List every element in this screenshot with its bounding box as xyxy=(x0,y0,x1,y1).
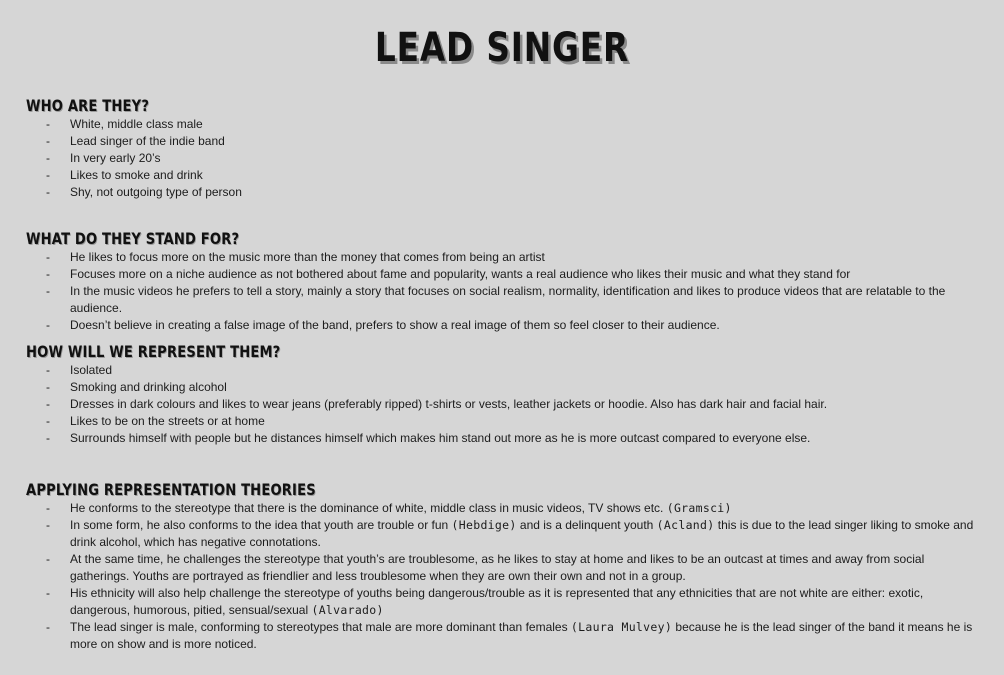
list-item: - Lead singer of the indie band xyxy=(46,134,225,148)
dash-bullet: - xyxy=(46,552,50,566)
list-item: - Isolated xyxy=(46,363,113,377)
section-representation-theories xyxy=(26,480,986,653)
list-item: - Focuses more on a niche audience as not bothered about fame and popularity, wants a real audience who likes their music and what they stand for xyxy=(46,267,851,281)
dash-bullet: - xyxy=(46,168,50,182)
bullet-list xyxy=(26,116,986,201)
bullet-list xyxy=(26,249,986,334)
dash-bullet: - xyxy=(46,267,50,281)
dash-bullet: - xyxy=(46,318,50,332)
list-item: - In the music videos he prefers to tell a story, mainly a story that focuses on social realism, normality, identification and likes to produce videos that are relatable to the audience. xyxy=(46,284,946,315)
list-item: - In some form, he also conforms to the idea that youth are trouble or fun (Hebdige) and is a delinquent youth (Acland) this is due to the lead singer liking to smoke and drink alcohol, which has negative connotations. xyxy=(46,518,974,549)
section-heading: WHO ARE THEY? xyxy=(26,96,150,115)
section-who-are-they xyxy=(26,96,986,201)
list-item: - Shy, not outgoing type of person xyxy=(46,185,242,199)
dash-bullet: - xyxy=(46,363,50,377)
dash-bullet: - xyxy=(46,151,50,165)
theorist-reference: (Acland) xyxy=(656,518,715,532)
list-item: - He conforms to the stereotype that there is the dominance of white, middle class in music videos, TV shows etc. (Gramsci) xyxy=(46,501,732,515)
theorist-reference: (Gramsci) xyxy=(666,501,732,515)
list-item: - He likes to focus more on the music more than the money that comes from being an artist xyxy=(46,250,545,264)
section-how-we-represent xyxy=(26,342,986,447)
theorist-reference: (Laura Mulvey) xyxy=(570,620,673,634)
dash-bullet: - xyxy=(46,185,50,199)
dash-bullet: - xyxy=(46,284,50,298)
list-item: - Likes to smoke and drink xyxy=(46,168,203,182)
bullet-list xyxy=(26,362,986,447)
list-item: - Likes to be on the streets or at home xyxy=(46,414,265,428)
section-heading: APPLYING REPRESENTATION THEORIES xyxy=(26,480,316,499)
list-item: - Dresses in dark colours and likes to wear jeans (preferably ripped) t-shirts or vests, leather jackets or hoodie. Also has dark hair and facial hair. xyxy=(46,397,828,411)
dash-bullet: - xyxy=(46,397,50,411)
list-item: - Smoking and drinking alcohol xyxy=(46,380,227,394)
list-item: - White, middle class male xyxy=(46,117,203,131)
dash-bullet: - xyxy=(46,134,50,148)
dash-bullet: - xyxy=(46,518,50,532)
list-item: - In very early 20’s xyxy=(46,151,161,165)
bullet-list xyxy=(26,500,986,653)
dash-bullet: - xyxy=(46,501,50,515)
section-heading: HOW WILL WE REPRESENT THEM? xyxy=(26,342,281,361)
dash-bullet: - xyxy=(46,250,50,264)
theorist-reference: (Alvarado) xyxy=(311,603,384,617)
section-what-they-stand-for xyxy=(26,229,986,334)
theorist-reference: (Hebdige) xyxy=(451,518,517,532)
dash-bullet: - xyxy=(46,620,50,634)
section-heading: WHAT DO THEY STAND FOR? xyxy=(26,229,240,248)
page-title: LEAD SINGER xyxy=(374,25,630,71)
list-item: - His ethnicity will also help challenge the stereotype of youths being dangerous/trouble as it is represented that any ethnicities that are not white are either: exotic, dangerous, humorous, pitied, sensual/sexual (Alvarado) xyxy=(46,586,924,617)
list-item: - Surrounds himself with people but he distances himself which makes him stand out more as he is more outcast compared to everyone else. xyxy=(46,431,811,445)
list-item: - At the same time, he challenges the stereotype that youth’s are troublesome, as he likes to stay at home and likes to be an outcast at times and away from social gatherings. Youths are portrayed as friendlier and less troublesome when they are own their own and not in a group. xyxy=(46,552,925,583)
dash-bullet: - xyxy=(46,117,50,131)
dash-bullet: - xyxy=(46,414,50,428)
list-item: - Doesn’t believe in creating a false image of the band, prefers to show a real image of them so feel closer to their audience. xyxy=(46,318,720,332)
dash-bullet: - xyxy=(46,431,50,445)
dash-bullet: - xyxy=(46,380,50,394)
dash-bullet: - xyxy=(46,586,50,600)
list-item: - The lead singer is male, conforming to stereotypes that male are more dominant than females (Laura Mulvey) because he is the lead singer of the band it means he is more on show and is more noticed. xyxy=(46,620,973,651)
